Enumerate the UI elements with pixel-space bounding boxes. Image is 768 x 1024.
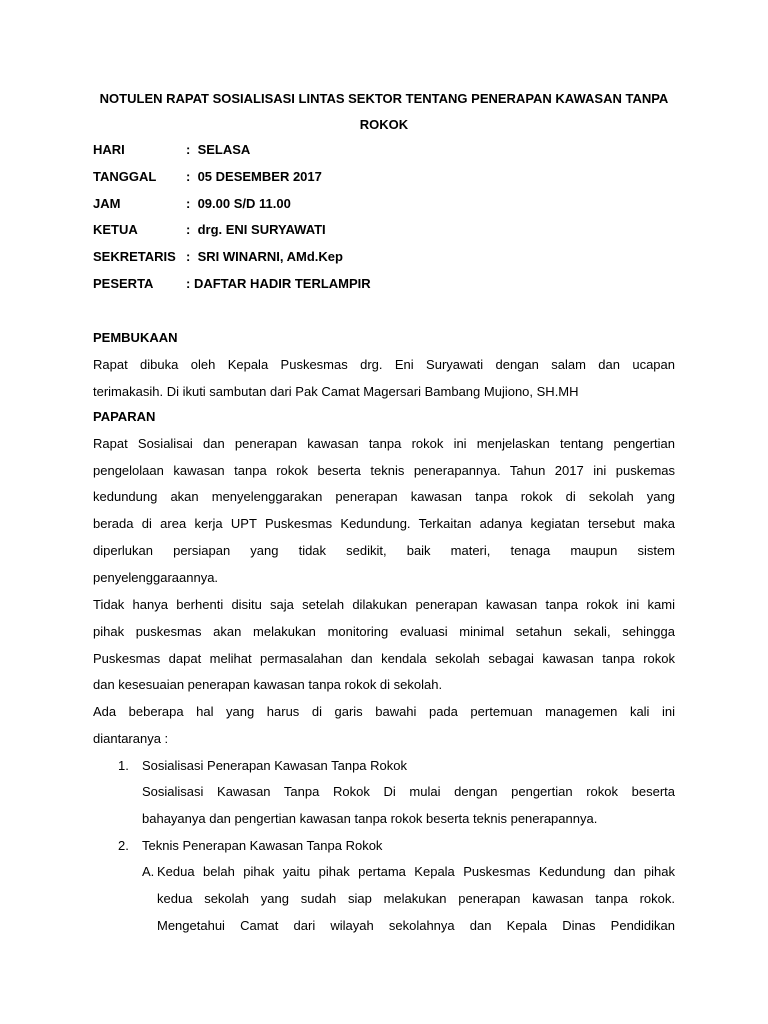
list-item-number: 1. [118, 758, 129, 773]
meta-colon: : [186, 142, 191, 157]
meta-row-jam [93, 196, 291, 212]
meta-label: TANGGAL [93, 169, 157, 184]
meta-row-ketua [93, 222, 326, 238]
meta-label: KETUA [93, 222, 138, 237]
meta-row-hari [93, 142, 250, 158]
paragraph-line: Ada beberapa hal yang harus di garis bawahi pada pertemuan managemen kali ini [93, 704, 675, 719]
meta-row-tanggal [93, 169, 322, 185]
meta-colon: : [186, 276, 191, 291]
paragraph-line: pihak puskesmas akan melakukan monitoring evaluasi minimal setahun sekali, sehingga [93, 624, 675, 639]
paragraph-line: diperlukan persiapan yang tidak sedikit, baik materi, tenaga maupun sistem [93, 543, 675, 558]
paragraph-line: Rapat Sosialisai dan penerapan kawasan tanpa rokok ini menjelaskan tentang pengertian [93, 436, 675, 451]
document-title-line-2: ROKOK [359, 117, 409, 132]
paragraph-line: berada di area kerja UPT Puskesmas Kedundung. Terkaitan adanya kegiatan tersebut maka [93, 516, 675, 531]
meta-colon: : [186, 169, 191, 184]
meta-value: SELASA [197, 142, 251, 157]
paragraph-line: Puskesmas dapat melihat permasalahan dan kendala sekolah sebagai kawasan tanpa rokok [93, 651, 675, 666]
meta-colon: : [186, 222, 191, 237]
meta-value: drg. ENI SURYAWATI [197, 222, 326, 237]
meta-value: SRI WINARNI, AMd.Kep [197, 249, 343, 264]
meta-label: HARI [93, 142, 125, 157]
paragraph-line: kedundung akan menyelenggarakan penerapan kawasan tanpa rokok di sekolah yang [93, 489, 675, 504]
meta-value: 05 DESEMBER 2017 [197, 169, 322, 184]
meta-colon: : [186, 196, 191, 211]
list-item-body-line: bahayanya dan pengertian kawasan tanpa rokok beserta teknis penerapannya. [142, 811, 598, 826]
list-item-title: Sosialisasi Penerapan Kawasan Tanpa Rokok [142, 758, 407, 773]
section-heading-pembukaan: PEMBUKAAN [93, 330, 178, 345]
sub-item-letter: A. [142, 864, 155, 879]
list-item-title: Teknis Penerapan Kawasan Tanpa Rokok [142, 838, 383, 853]
meta-row-sekretaris [93, 249, 343, 265]
sub-item-line: kedua sekolah yang sudah siap melakukan penerapan kawasan tanpa rokok. [157, 891, 675, 906]
meta-value: DAFTAR HADIR TERLAMPIR [193, 276, 371, 291]
paragraph-line: penyelenggaraannya. [93, 570, 219, 585]
meta-colon: : [186, 249, 191, 264]
sub-item-line: Mengetahui Camat dari wilayah sekolahnya dan Kepala Dinas Pendidikan [157, 918, 675, 933]
meta-row-peserta [93, 276, 371, 292]
paragraph-line: dan kesesuaian penerapan kawasan tanpa rokok di sekolah. [93, 677, 443, 692]
list-item-body-line: Sosialisasi Kawasan Tanpa Rokok Di mulai dengan pengertian rokok beserta [142, 784, 675, 799]
paragraph-line: pengelolaan kawasan tanpa rokok beserta teknis penerapannya. Tahun 2017 ini puskemas [93, 463, 675, 478]
meta-label: PESERTA [93, 276, 154, 291]
meta-label: JAM [93, 196, 121, 211]
sub-item-line: Kedua belah pihak yaitu pihak pertama Kepala Puskesmas Kedundung dan pihak [157, 864, 675, 879]
section-heading-paparan: PAPARAN [93, 409, 156, 424]
paragraph-line: Tidak hanya berhenti disitu saja setelah dilakukan penerapan kawasan tanpa rokok ini kami [93, 597, 675, 612]
document-title-line-1: NOTULEN RAPAT SOSIALISASI LINTAS SEKTOR TENTANG PENERAPAN KAWASAN TANPA [99, 91, 669, 106]
paragraph-line: diantaranya : [93, 731, 169, 746]
meta-value: 09.00 S/D 11.00 [197, 196, 291, 211]
list-item-number: 2. [118, 838, 129, 853]
meta-label: SEKRETARIS [93, 249, 176, 264]
paragraph-line: Rapat dibuka oleh Kepala Puskesmas drg. Eni Suryawati dengan salam dan ucapan [93, 357, 675, 372]
paragraph-line: terimakasih. Di ikuti sambutan dari Pak Camat Magersari Bambang Mujiono, SH.MH [93, 384, 579, 399]
